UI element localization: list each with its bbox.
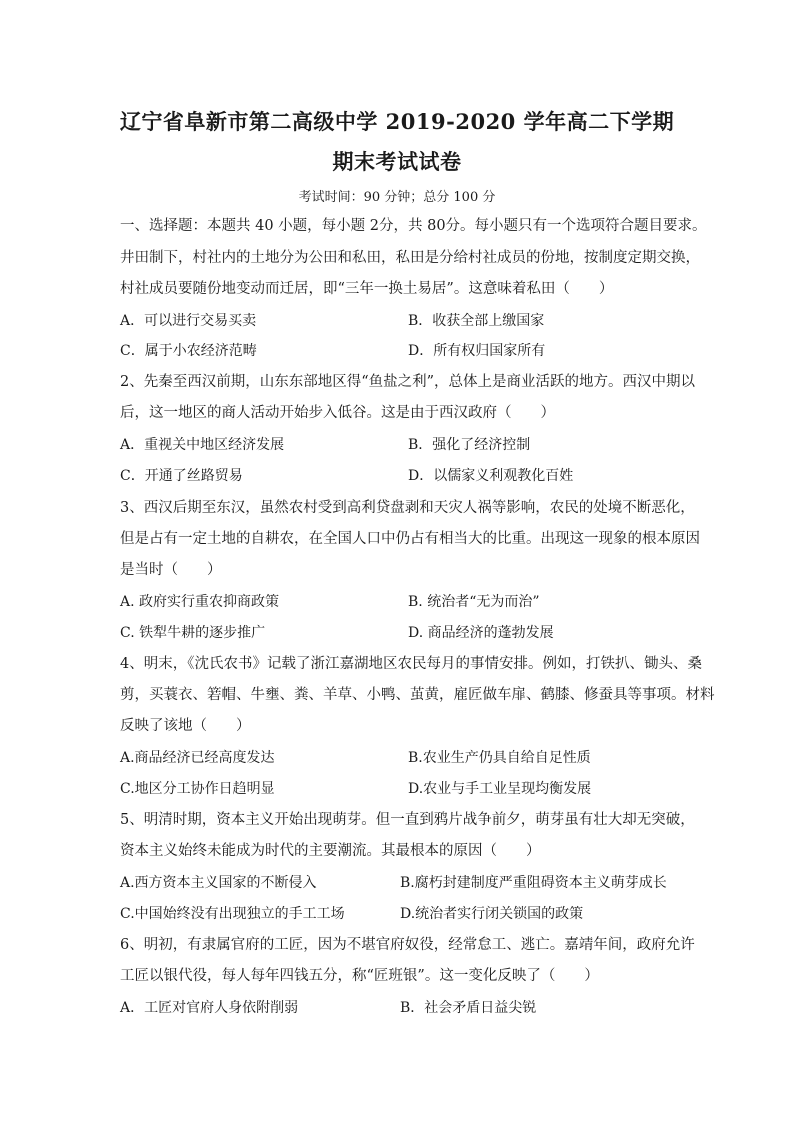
question-3-line-1: 3、西汉后期至东汉，虽然农村受到高利贷盘剥和天灾人祸等影响，农民的处境不断恶化， [120, 500, 695, 516]
question-3-option-d: D. 商品经济的蓬勃发展 [408, 625, 554, 641]
question-5-line-1: 5、明清时期，资本主义开始出现萌芽。但一直到鸦片战争前夕，萌芽虽有壮大却无突破， [120, 812, 695, 828]
exam-title-line2: 期末考试试卷 [332, 149, 462, 174]
question-3-option-c: C. 铁犁牛耕的逐步推广 [120, 625, 266, 641]
question-4-option-b: B.农业生产仍具自给自足性质 [408, 750, 591, 766]
question-5-line-2: 资本主义始终未能成为时代的主要潮流。其最根本的原因（ ） [120, 843, 541, 859]
section-instruction: 一、选择题：本题共 40 小题，每小题 2分，共 80分。每小题只有一个选项符合题目要求。 [120, 218, 707, 234]
question-4-line-2: 剪，买蓑衣、箬帽、牛壅、粪、羊草、小鸭、茧黄，雇匠做车扉、鹤膝、修蚕具等事项。材料 [120, 687, 715, 703]
question-3-option-a: A. 政府实行重农抑商政策 [120, 594, 280, 610]
question-3-option-b: B. 统治者“无为而治” [408, 594, 540, 610]
question-1-line-1: 井田制下，村社内的土地分为公田和私田，私田是分给村社成员的份地，按制度定期交换， [120, 250, 700, 266]
question-6-option-b: B．社会矛盾日益尖锐 [400, 1000, 537, 1016]
question-4-option-a: A.商品经济已经高度发达 [120, 750, 275, 766]
question-3-line-3: 是当时（ ） [120, 562, 222, 578]
question-5-option-c: C.中国始终没有出现独立的手工工场 [120, 906, 345, 922]
question-5-option-d: D.统治者实行闭关锁国的政策 [400, 906, 584, 922]
question-6-option-a: A．工匠对官府人身依附削弱 [120, 1000, 299, 1016]
exam-title-line1: 辽宁省阜新市第二高级中学 2019-2020 学年高二下学期 [119, 109, 675, 134]
question-6-line-1: 6、明初，有隶属官府的工匠，因为不堪官府奴役，经常怠工、逃亡。嘉靖年间，政府允许 [120, 937, 695, 953]
question-2-option-a: A．重视关中地区经济发展 [120, 437, 285, 453]
question-4-line-1: 4、明末，《沈氏农书》记载了浙江嘉湖地区农民每月的事情安排。例如，打铁扒、锄头、桑 [120, 656, 702, 672]
question-2-line-1: 2、先秦至西汉前期，山东东部地区得“鱼盐之利”，总体上是商业活跃的地方。西汉中期以 [120, 374, 696, 390]
question-4-option-c: C.地区分工协作日趋明显 [120, 781, 275, 797]
question-4-option-d: D.农业与手工业呈现均衡发展 [408, 781, 592, 797]
question-1-option-a: A．可以进行交易买卖 [120, 313, 257, 329]
question-1-option-c: C．属于小农经济范畴 [120, 343, 257, 359]
exam-info: 考试时间：90 分钟；总分 100 分 [298, 190, 496, 205]
question-5-option-b: B.腐朽封建制度严重阻碍资本主义萌芽成长 [400, 875, 667, 891]
question-2-option-c: C．开通了丝路贸易 [120, 468, 243, 484]
question-4-line-3: 反映了该地（ ） [120, 718, 251, 734]
question-2-line-2: 后，这一地区的商人活动开始步入低谷。这是由于西汉政府（ ） [120, 405, 555, 421]
question-6-line-2: 工匠以银代役，每人每年四钱五分，称“匠班银”。这一变化反映了（ ） [120, 968, 599, 984]
question-2-option-b: B．强化了经济控制 [408, 437, 531, 453]
question-1-line-2: 村社成员要随份地变动而迁居，即“三年一换土易居”。这意味着私田（ ） [120, 281, 614, 297]
question-3-line-2: 但是占有一定土地的自耕农，在全国人口中仍占有相当大的比重。出现这一现象的根本原因 [120, 531, 700, 547]
question-1-option-d: D．所有权归国家所有 [408, 343, 546, 359]
question-2-option-d: D．以儒家义利观教化百姓 [408, 468, 574, 484]
question-5-option-a: A.西方资本主义国家的不断侵入 [120, 875, 317, 891]
question-1-option-b: B．收获全部上缴国家 [408, 313, 545, 329]
